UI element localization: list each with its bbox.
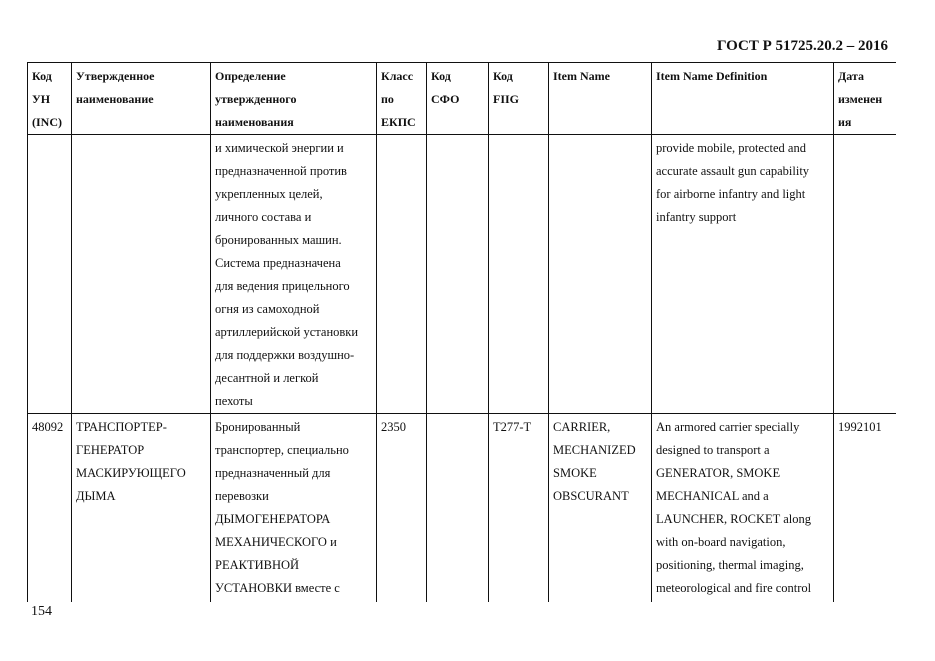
document-standard-header: ГОСТ Р 51725.20.2 – 2016 bbox=[716, 38, 888, 54]
header-change-date bbox=[834, 63, 897, 135]
nomenclature-table bbox=[27, 62, 896, 602]
text-line: Код bbox=[493, 69, 513, 83]
header-item-name bbox=[549, 63, 652, 135]
cell-inc-empty bbox=[28, 135, 72, 414]
cell-name-empty bbox=[72, 135, 211, 414]
cell-item-name bbox=[549, 414, 652, 603]
header-approved-name-definition bbox=[211, 63, 377, 135]
text-line: Код bbox=[32, 69, 52, 83]
cell-sfo-code bbox=[427, 414, 489, 603]
text-line: provide mobile, protected and bbox=[656, 141, 806, 155]
text-line: укрепленных целей, bbox=[215, 187, 323, 201]
text-line: designed to transport a bbox=[656, 443, 770, 457]
text-line: positioning, thermal imaging, bbox=[656, 558, 804, 572]
cell-definition-ru bbox=[211, 414, 377, 603]
header-inc bbox=[28, 63, 72, 135]
text-line: утвержденного bbox=[215, 92, 297, 106]
table-row-continuation bbox=[28, 135, 897, 414]
text-line: SMOKE bbox=[553, 466, 597, 480]
page-number: 154 bbox=[31, 604, 52, 619]
text-line: ТРАНСПОРТЕР- bbox=[76, 420, 167, 434]
text-line: УН bbox=[32, 92, 51, 106]
text-line: для ведения прицельного bbox=[215, 279, 350, 293]
text-line: OBSCURANT bbox=[553, 489, 629, 503]
text-line: Дата bbox=[838, 69, 864, 83]
header-ekps-class bbox=[377, 63, 427, 135]
text-line: пехоты bbox=[215, 394, 253, 408]
text-line: и химической энергии и bbox=[215, 141, 344, 155]
text-line: FIIG bbox=[493, 92, 520, 106]
text-line: ДЫМОГЕНЕРАТОРА bbox=[215, 512, 331, 526]
header-sfo-code bbox=[427, 63, 489, 135]
text-line: accurate assault gun capability bbox=[656, 164, 810, 178]
text-line: Item Name Definition bbox=[656, 69, 768, 83]
text-line: бронированных машин. bbox=[215, 233, 342, 247]
cell-date-empty bbox=[834, 135, 897, 414]
text-line: Утвержденное bbox=[76, 69, 155, 83]
text-line: МЕХАНИЧЕСКОГО и bbox=[215, 535, 337, 549]
text-line: десантной и легкой bbox=[215, 371, 319, 385]
text-line: meteorological and fire control bbox=[656, 581, 812, 595]
text-line: для поддержки воздушно- bbox=[215, 348, 355, 362]
text-line: CARRIER, bbox=[553, 420, 611, 434]
text-line: GENERATOR, SMOKE bbox=[656, 466, 781, 480]
text-line: личного состава и bbox=[215, 210, 312, 224]
text-line: предназначенной против bbox=[215, 164, 347, 178]
text-line: An armored carrier specially bbox=[656, 420, 800, 434]
table-frame bbox=[27, 62, 896, 602]
text-line: наименования bbox=[215, 115, 294, 129]
text-line: for airborne infantry and light bbox=[656, 187, 806, 201]
cell-sfo-empty bbox=[427, 135, 489, 414]
cell-fiig-code: T277-T bbox=[489, 414, 549, 603]
text-line: перевозки bbox=[215, 489, 269, 503]
text-line: ия bbox=[838, 115, 852, 129]
text-line: Бронированный bbox=[215, 420, 301, 434]
text-line: СФО bbox=[431, 92, 460, 106]
text-line: Item Name bbox=[553, 69, 610, 83]
cell-definition-en bbox=[652, 135, 834, 414]
cell-inc: 48092 bbox=[28, 414, 72, 603]
text-line: МАСКИРУЮЩЕГО bbox=[76, 466, 186, 480]
cell-definition-ru bbox=[211, 135, 377, 414]
cell-change-date: 1992101 bbox=[834, 414, 897, 603]
text-line: РЕАКТИВНОЙ bbox=[215, 558, 300, 572]
text-line: артиллерийской установки bbox=[215, 325, 359, 339]
text-line: огня из самоходной bbox=[215, 302, 320, 316]
text-line: Класс bbox=[381, 69, 414, 83]
text-line: Код bbox=[431, 69, 451, 83]
header-fiig-code bbox=[489, 63, 549, 135]
cell-name-ru bbox=[72, 414, 211, 603]
cell-fiig-empty bbox=[489, 135, 549, 414]
cell-ekps-empty bbox=[377, 135, 427, 414]
text-line: ДЫМА bbox=[76, 489, 116, 503]
text-line: (INC) bbox=[32, 115, 62, 129]
text-line: УСТАНОВКИ вместе с bbox=[215, 581, 340, 595]
text-line: MECHANIZED bbox=[553, 443, 636, 457]
cell-ekps-class: 2350 bbox=[377, 414, 427, 603]
text-line: ГЕНЕРАТОР bbox=[76, 443, 145, 457]
cell-definition-en bbox=[652, 414, 834, 603]
header-item-name-definition bbox=[652, 63, 834, 135]
table-row bbox=[28, 414, 897, 603]
text-line: infantry support bbox=[656, 210, 737, 224]
header-approved-name bbox=[72, 63, 211, 135]
text-line: по bbox=[381, 92, 394, 106]
text-line: with on-board navigation, bbox=[656, 535, 786, 549]
text-line: изменен bbox=[838, 92, 883, 106]
text-line: предназначенный для bbox=[215, 466, 331, 480]
text-line: транспортер, специально bbox=[215, 443, 349, 457]
text-line: MECHANICAL and a bbox=[656, 489, 769, 503]
cell-item-name-empty bbox=[549, 135, 652, 414]
text-line: наименование bbox=[76, 92, 154, 106]
text-line: Система предназначена bbox=[215, 256, 341, 270]
text-line: Определение bbox=[215, 69, 286, 83]
table-header-row bbox=[28, 63, 897, 135]
text-line: LAUNCHER, ROCKET along bbox=[656, 512, 811, 526]
text-line: ЕКПС bbox=[381, 115, 416, 129]
